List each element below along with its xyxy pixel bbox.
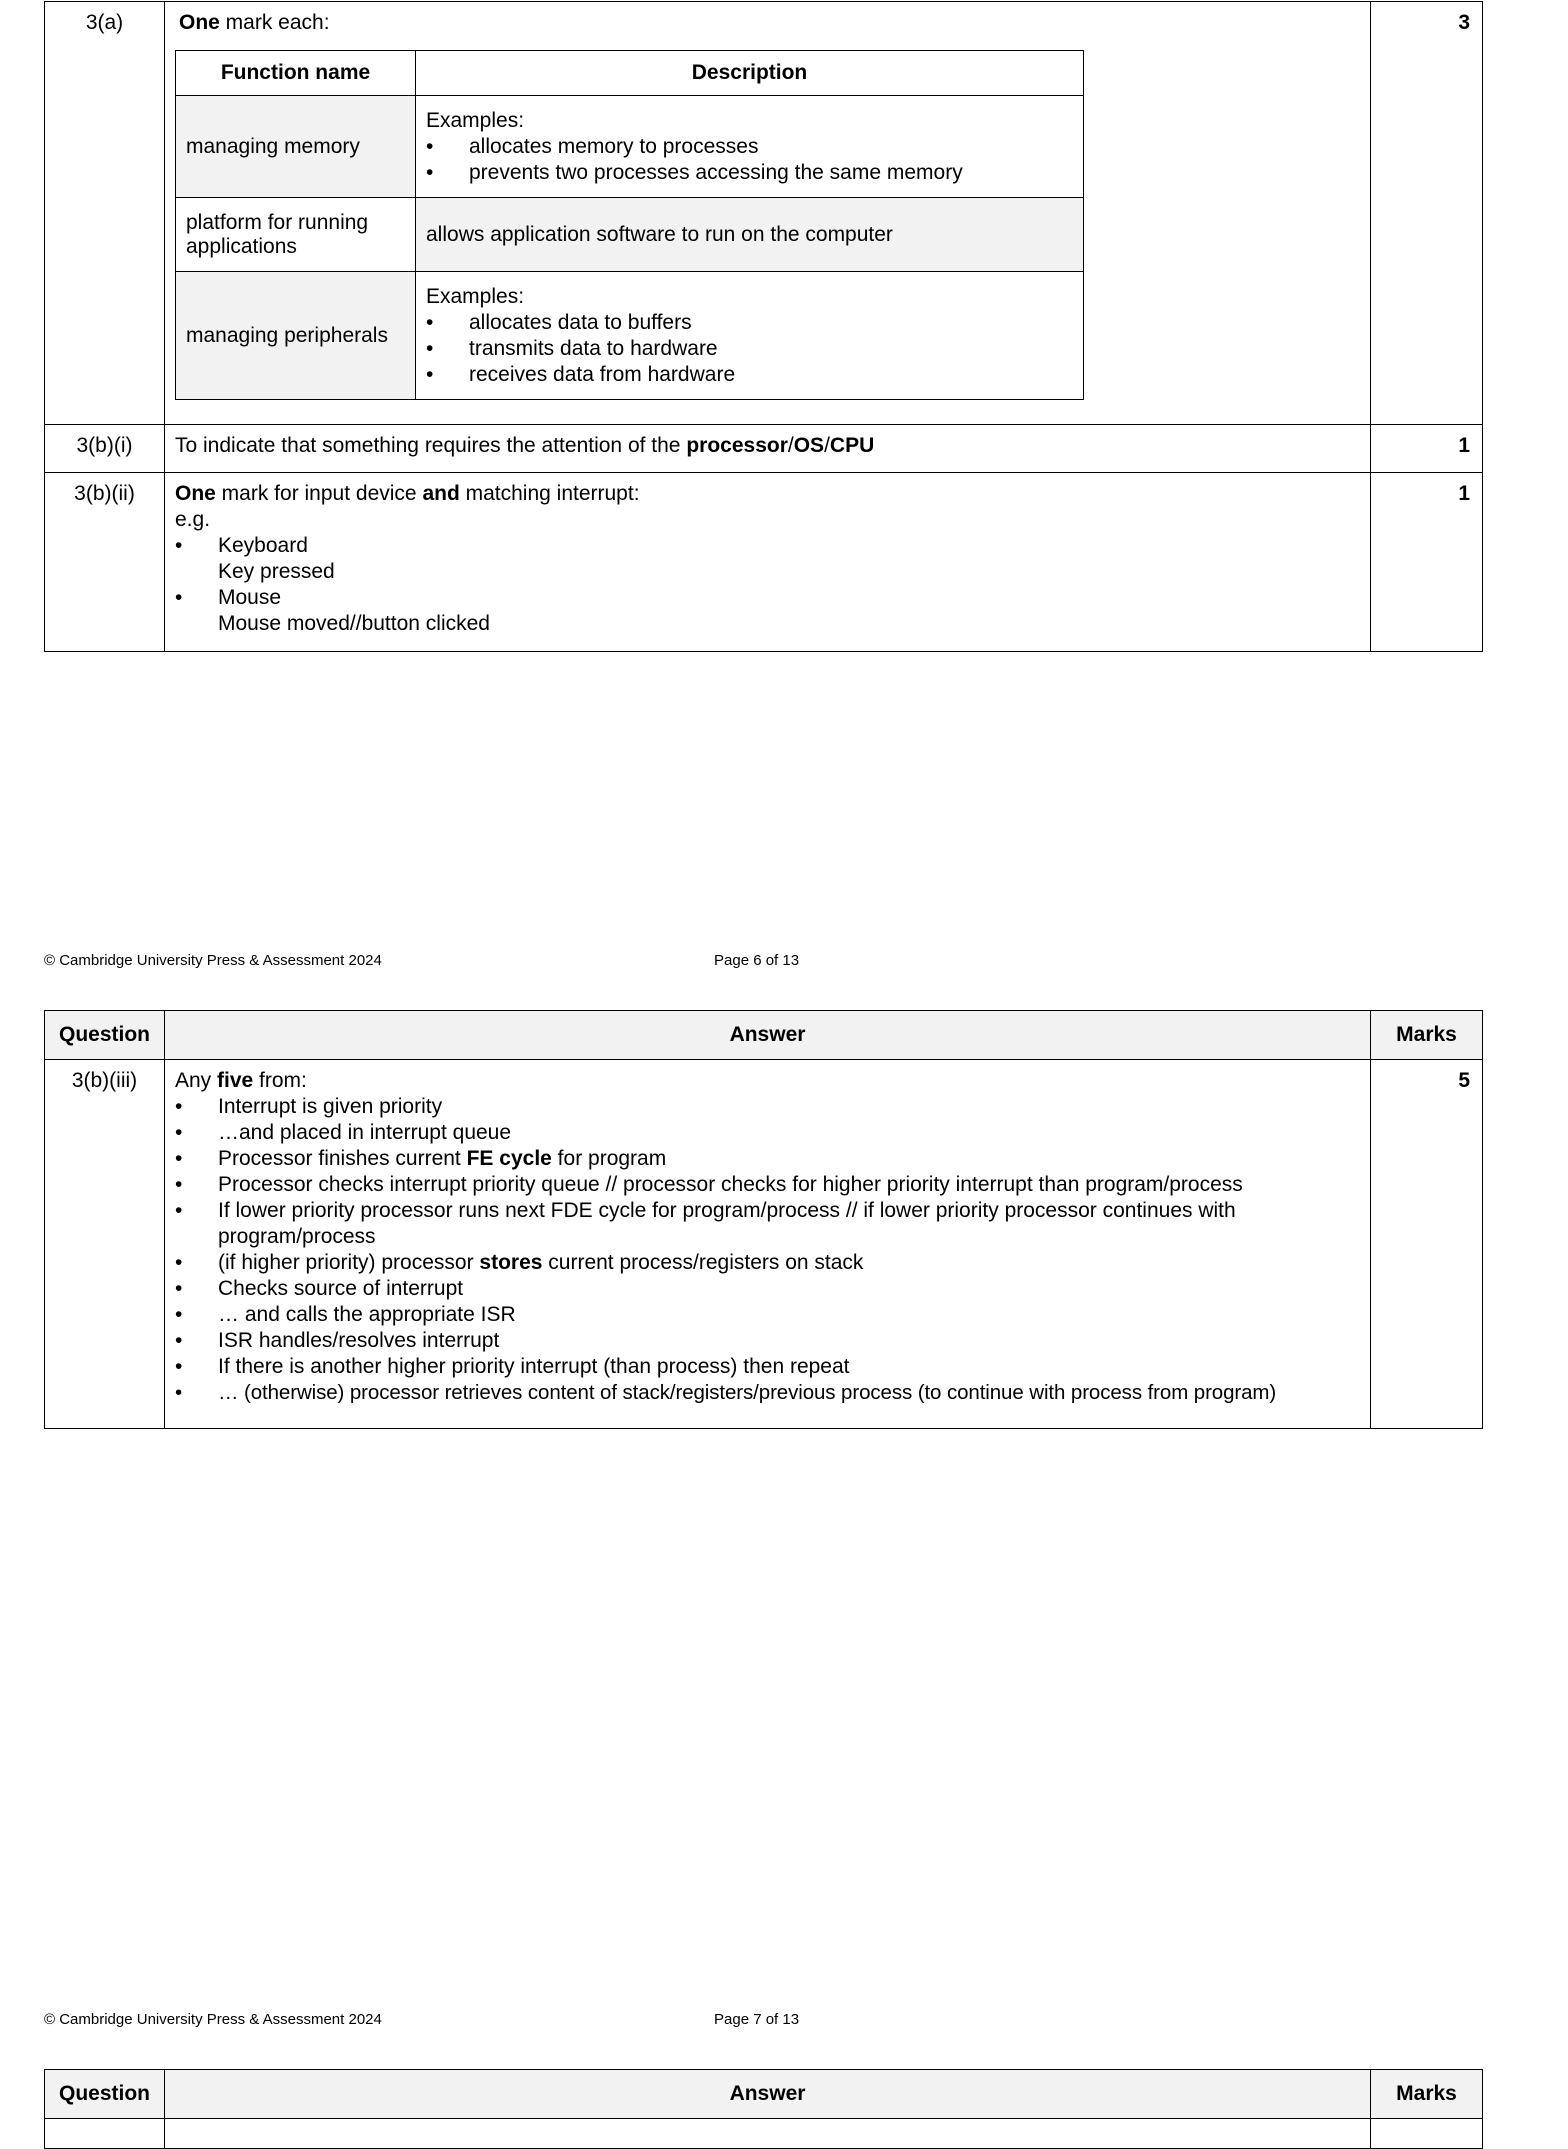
table-row [45, 2119, 1483, 2149]
column-header: Question [45, 1011, 165, 1060]
list-item: • Mouse [175, 585, 1360, 611]
list-item-detail: Mouse moved//button clicked [218, 612, 490, 635]
column-header: Marks [1371, 2070, 1483, 2119]
list-item: • (if higher priority) processor stores current process/registers on stack [175, 1250, 1360, 1276]
mark-scheme-table-3biii [44, 1010, 1483, 1429]
copyright-footer: © Cambridge University Press & Assessment 2024 [44, 952, 382, 969]
copyright-footer: © Cambridge University Press & Assessment 2024 [44, 2011, 382, 2028]
list-item: • …and placed in interrupt queue [175, 1120, 1360, 1146]
mark-scheme-table-next [44, 2069, 1483, 2149]
function-description: Examples: • allocates data to buffers • transmits data to hardware • receives data from hardware [416, 272, 1084, 400]
table-row [45, 2, 1483, 425]
answer-cell: One mark for input device and matching interrupt: e.g. • Keyboard Key pressed • Mouse Mouse moved//button clicked [165, 473, 1371, 652]
list-item: • If there is another higher priority interrupt (than process) then repeat [175, 1354, 1360, 1380]
column-header: Answer [165, 1011, 1371, 1060]
list-item-detail: Key pressed [218, 560, 335, 583]
column-header: Question [45, 2070, 165, 2119]
marks-value: 1 [1371, 473, 1483, 652]
table-row [176, 96, 1084, 198]
table-row [176, 272, 1084, 400]
function-table-header [176, 51, 1084, 96]
table-row [45, 1060, 1483, 1429]
table-header [45, 1011, 1483, 1060]
list-item: • Processor checks interrupt priority queue // processor checks for higher priority interrupt than program/process [175, 1172, 1360, 1198]
list-item: • transmits data to hardware [426, 336, 1073, 362]
list-item: • allocates memory to processes [426, 134, 1073, 160]
marks-value: 3 [1371, 2, 1483, 425]
table-row [45, 473, 1483, 652]
table-row [45, 425, 1483, 473]
list-item: • prevents two processes accessing the same memory [426, 160, 1073, 186]
answer-cell: To indicate that something requires the attention of the processor/OS/CPU [165, 425, 1371, 473]
question-number: 3(b)(i) [45, 425, 165, 473]
list-item: • Processor finishes current FE cycle for program [175, 1146, 1360, 1172]
function-table [175, 50, 1084, 400]
list-item: • … (otherwise) processor retrieves content of stack/registers/previous process (to continue with process from program) [175, 1380, 1360, 1406]
function-description: Examples: • allocates memory to processes • prevents two processes accessing the same memory [416, 96, 1084, 198]
function-description: allows application software to run on the computer [416, 198, 1084, 272]
list-item: • receives data from hardware [426, 362, 1073, 388]
answer-intro: One mark each: [179, 11, 330, 34]
list-item: • Keyboard [175, 533, 1360, 559]
function-name: managing peripherals [176, 272, 416, 400]
function-name: managing memory [176, 96, 416, 198]
list-item: • … and calls the appropriate ISR [175, 1302, 1360, 1328]
column-header: Function name [176, 51, 416, 96]
list-item: • allocates data to buffers [426, 310, 1073, 336]
column-header: Answer [165, 2070, 1371, 2119]
marks-value: 1 [1371, 425, 1483, 473]
page-number: Page 7 of 13 [714, 2011, 800, 2028]
page-number: Page 6 of 13 [714, 952, 800, 969]
list-item: • Interrupt is given priority [175, 1094, 1360, 1120]
question-number: 3(b)(ii) [45, 473, 165, 652]
table-row [176, 198, 1084, 272]
answer-cell [165, 2, 1371, 425]
question-number: 3(a) [45, 2, 165, 425]
function-name: platform for running applications [176, 198, 416, 272]
column-header: Marks [1371, 1011, 1483, 1060]
question-number: 3(b)(iii) [45, 1060, 165, 1429]
mark-scheme-table-3a-3bii [44, 1, 1483, 652]
table-header [45, 2070, 1483, 2119]
list-item: • Checks source of interrupt [175, 1276, 1360, 1302]
answer-cell: Any five from: • Interrupt is given priority • …and placed in interrupt queue • Processor finishes current FE cycle for program • Processor checks interrupt priority queue // processor checks for higher priority interrupt than program/process • If lower priority processor runs next FDE cycle for program/process // if lower priority processor continues with program/process • (if higher priority) processor stores current process/registers on stack • Checks source of interrupt • … and calls the appropriate ISR • ISR handles/resolves interrupt • If there is another higher priority interrupt (than process) then repeat • … (otherwise) processor retrieves content of stack/registers/previous process (to continue with process from program) [165, 1060, 1371, 1429]
list-item: • If lower priority processor runs next FDE cycle for program/process // if lower priority processor continues with program/process [175, 1198, 1360, 1250]
column-header: Description [416, 51, 1084, 96]
list-item: • ISR handles/resolves interrupt [175, 1328, 1360, 1354]
marks-value: 5 [1371, 1060, 1483, 1429]
